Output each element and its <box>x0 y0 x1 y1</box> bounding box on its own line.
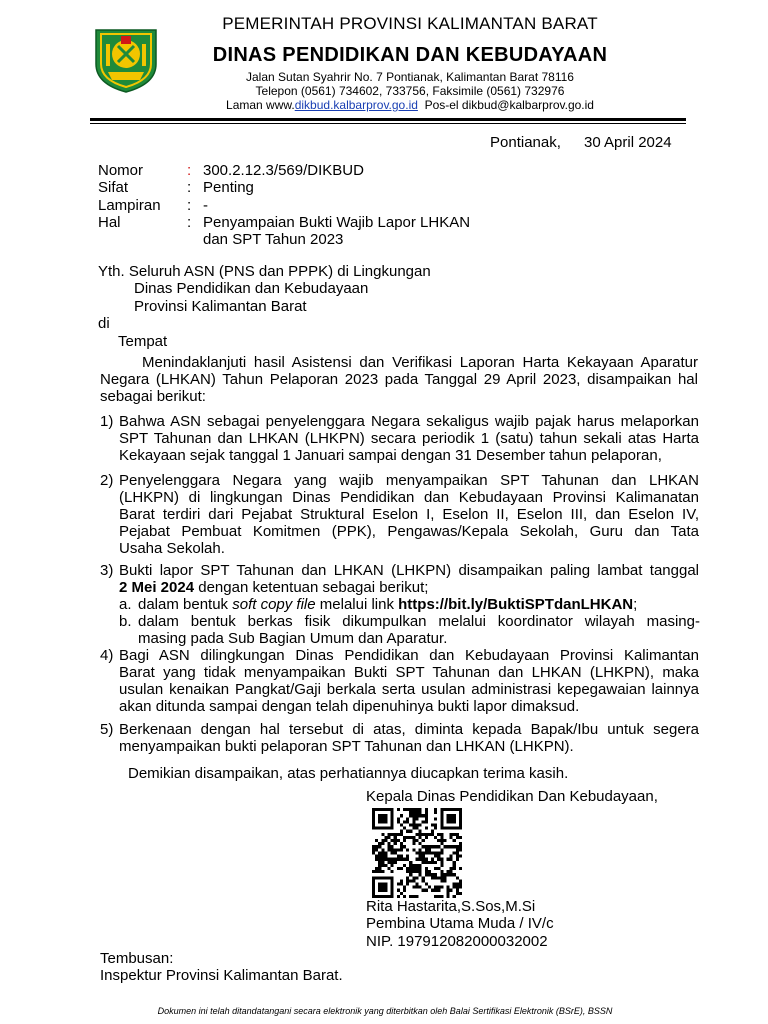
item1-line2: SPT Tahunan dan LHKAN (LHKPN) secara periodik 1 (satu) tahun sekali atas Harta <box>119 430 699 447</box>
item4-line3: usulan kenaikan Pangkat/Gaji berkala serta usulan administrasi kepegawaian lainnya <box>119 681 699 698</box>
nomor-value: 300.2.12.3/569/DIKBUD <box>203 162 364 179</box>
website-link[interactable]: dikbud.kalbarprov.go.id <box>294 98 418 112</box>
lampiran-value: - <box>203 197 208 214</box>
item2-line3: Barat terdiri dari Pejabat Struktural Eselon I, Eselon II, Eselon III, dan Eselon IV, <box>119 506 699 523</box>
item3b-line1: dalam bentuk berkas fisik dikumpulkan melalui koordinator wilayah masing- <box>138 613 700 630</box>
agency-address: Jalan Sutan Syahrir No. 7 Pontianak, Kalimantan Barat 78116 <box>246 70 574 84</box>
item2-line1: Penyelenggara Negara yang wajib menyampaikan SPT Tahunan dan LHKAN <box>119 472 699 489</box>
government-name: PEMERINTAH PROVINSI KALIMANTAN BARAT <box>222 14 598 33</box>
item3b-label: b. <box>119 613 132 630</box>
item4-line2: Barat yang tidak menyampaikan Bukti SPT Tahunan dan LHKAN (LHKPN), maka <box>119 664 699 681</box>
lampiran-colon: : <box>187 197 192 214</box>
qr-modules <box>372 808 462 898</box>
agency-web-line <box>200 98 620 112</box>
item3-line2-rest: dengan ketentuan sebagai berikut; <box>194 579 429 596</box>
email-text: Pos-el dikbud@kalbarprov.go.id <box>424 98 594 112</box>
nomor-colon: : <box>187 162 192 179</box>
provincial-emblem-logo <box>92 24 160 94</box>
item3-line2 <box>119 579 699 597</box>
item2-line5: Usaha Sekolah. <box>119 540 225 557</box>
sifat-label: Sifat <box>98 179 129 196</box>
item3a-pre: dalam bentuk <box>138 596 233 613</box>
header-divider-thick <box>90 118 686 121</box>
lampiran-label: Lampiran <box>98 197 161 214</box>
recipient-tempat: Tempat <box>118 333 168 350</box>
item4-line4: akan ditunda sampai dengan telah dipenuhinya bukti lapor dimaksud. <box>119 698 580 715</box>
intro-line1: Menindaklanjuti hasil Asistensi dan Verifikasi Laporan Harta Kekayaan Aparatur <box>142 354 698 371</box>
signatory-title: Kepala Dinas Pendidikan Dan Kebudayaan, <box>366 788 658 805</box>
item1-number: 1) <box>100 413 114 430</box>
item3a-mid: melalui link <box>315 596 399 613</box>
item3a-line <box>138 596 700 614</box>
item1-line1: Bahwa ASN sebagai penyelenggara Negara sekaligus wajib pajak harus melaporkan <box>119 413 699 430</box>
letter-place: Pontianak, <box>490 134 561 151</box>
hal-label: Hal <box>98 214 121 231</box>
cc-label: Tembusan: <box>100 950 174 967</box>
recipient-line1: Yth. Seluruh ASN (PNS dan PPPK) di Lingkungan <box>98 263 431 280</box>
item3b-line2: masing pada Sub Bagian Umum dan Aparatur. <box>138 630 448 647</box>
item3-line1: Bukti lapor SPT Tahunan dan LHKAN (LHKPN) disampaikan paling lambat tanggal <box>119 562 699 579</box>
item2-line4: Pejabat Pembuat Komitmen (PPK), Pengawas/Kepala Sekolah, Guru dan Tata <box>119 523 699 540</box>
signatory-name: Rita Hastarita,S.Sos,M.Si <box>366 898 536 915</box>
item4-number: 4) <box>100 647 114 664</box>
item2-number: 2) <box>100 472 114 489</box>
agency-name: DINAS PENDIDIKAN DAN KEBUDAYAAN <box>212 44 608 66</box>
cc-item: Inspektur Provinsi Kalimantan Barat. <box>100 967 343 984</box>
hal-value-line2: dan SPT Tahun 2023 <box>203 231 344 248</box>
recipient-di: di <box>98 315 110 332</box>
signatory-rank: Pembina Utama Muda / IV/c <box>366 915 554 932</box>
sifat-value: Penting <box>203 179 254 196</box>
recipient-line2: Dinas Pendidikan dan Kebudayaan <box>134 280 369 297</box>
hal-value-line1: Penyampaian Bukti Wajib Lapor LHKAN <box>203 214 471 231</box>
submission-link[interactable]: https://bit.ly/BuktiSPTdanLHKAN <box>398 596 634 613</box>
item2-line2: (LHKPN) di lingkungan Dinas Pendidikan dan Kebudayaan Provinsi Kalimanatan <box>119 489 699 506</box>
item3a-label: a. <box>119 596 132 613</box>
nomor-label: Nomor <box>98 162 144 179</box>
signature-qr-code <box>372 808 462 898</box>
e-signature-footnote: Dokumen ini telah ditandatangani secara elektronik yang diterbitkan oleh Balai Sertifikasi Elektronik (BSrE), BSSN <box>157 1006 613 1016</box>
hal-colon: : <box>187 214 192 231</box>
signatory-nip: NIP. 197912082000032002 <box>366 933 548 950</box>
item3a-italic: soft copy file <box>232 596 316 613</box>
intro-line3: sebagai berikut: <box>100 388 206 405</box>
item4-line1: Bagi ASN dilingkungan Dinas Pendidikan dan Kebudayaan Provinsi Kalimantan <box>119 647 699 664</box>
item3-deadline: 2 Mei 2024 <box>119 579 195 596</box>
item5-line1: Berkenaan dengan hal tersebut di atas, diminta kepada Bapak/Ibu untuk segera <box>119 721 699 738</box>
intro-line2: Negara (LHKAN) Tahun Pelaporan 2023 pada Tanggal 29 April 2023, disampaikan hal <box>100 371 698 388</box>
header-divider-thin <box>90 123 686 124</box>
agency-phone: Telepon (0561) 734602, 733756, Faksimile (0561) 732976 <box>255 84 565 98</box>
recipient-line3: Provinsi Kalimantan Barat <box>134 298 307 315</box>
item3a-end: ; <box>633 596 638 613</box>
item5-number: 5) <box>100 721 114 738</box>
item5-line2: menyampaikan bukti pelaporan SPT Tahunan dan LHKAN (LHKPN). <box>119 738 574 755</box>
sifat-colon: : <box>187 179 192 196</box>
closing-text: Demikian disampaikan, atas perhatiannya diucapkan terima kasih. <box>128 765 569 782</box>
item1-line3: Kekayaan sejak tanggal 1 Januari sampai dengan 31 Desember tahun pelaporan, <box>119 447 662 464</box>
letter-date: 30 April 2024 <box>584 134 672 151</box>
item3-number: 3) <box>100 562 114 579</box>
web-prefix: Laman www. <box>226 98 295 112</box>
